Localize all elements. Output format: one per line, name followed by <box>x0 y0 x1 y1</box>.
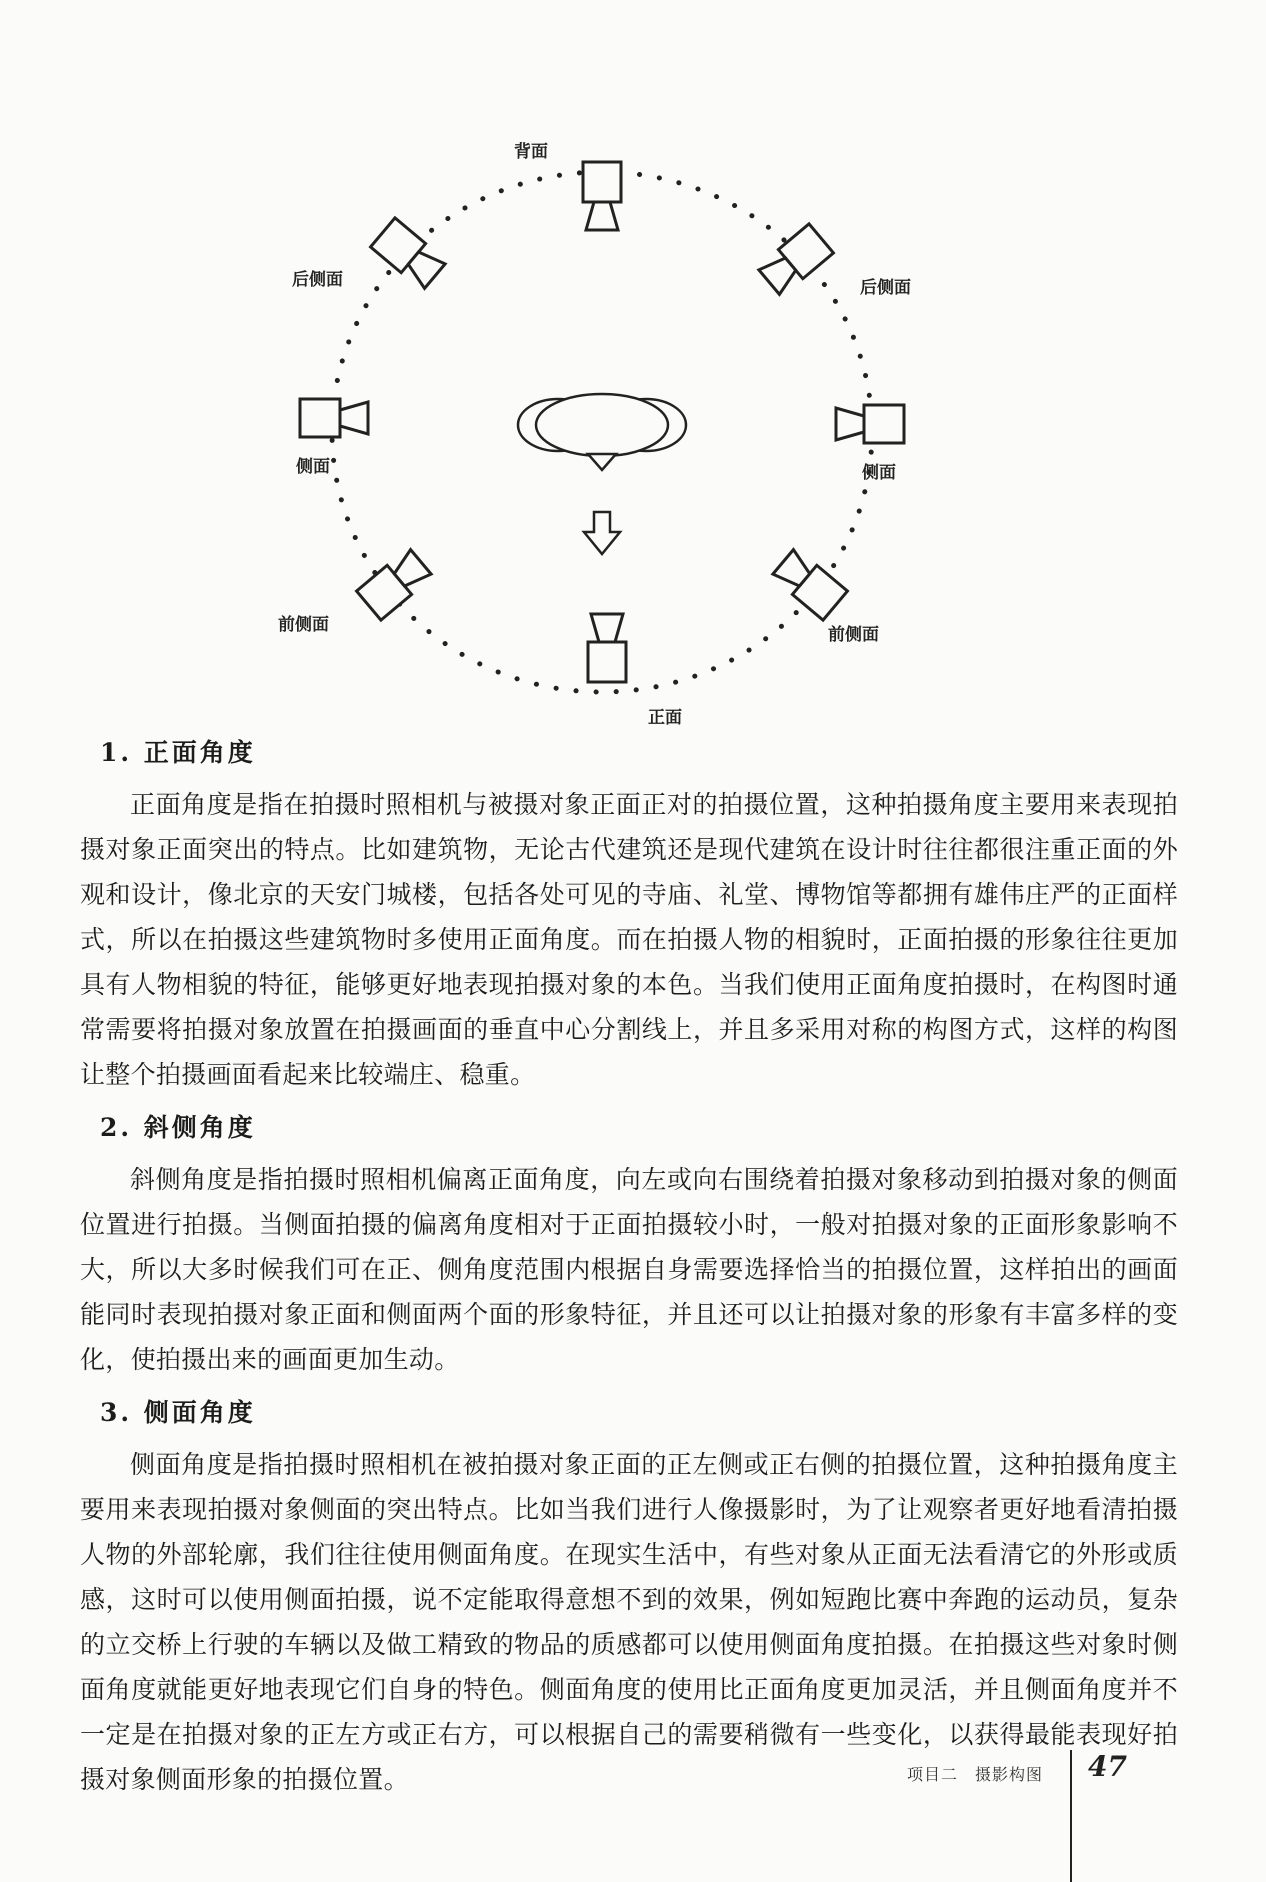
section-1-paragraph: 正面角度是指在拍摄时照相机与被摄对象正面正对的拍摄位置，这种拍摄角度主要用来表现拍摄对象正面突出的特点。比如建筑物，无论古代建筑还是现代建筑在设计时往往都很注重正面的外观和设计，像北京的天安门城楼，包括各处可见的寺庙、礼堂、博物馆等都拥有雄伟庄严的正面样式，所以在拍摄这些建筑物时多使用正面角度。而在拍摄人物的相貌时，正面拍摄的形象往往更加具有人物相貌的特征，能够更好地表现拍摄对象的本色。当我们使用正面角度拍摄时，在构图时通常需要将拍摄对象放置在拍摄画面的垂直中心分割线上，并且多采用对称的构图方式，这样的构图让整个拍摄画面看起来比较端庄、稳重。 <box>80 790 1178 1089</box>
label-front: 正面 <box>648 708 682 728</box>
camera-back <box>583 162 621 230</box>
label-front-side-right: 前侧面 <box>828 625 879 645</box>
camera-angle-diagram <box>0 0 1266 720</box>
label-back-side-left: 后侧面 <box>292 270 343 290</box>
camera-front <box>588 614 626 682</box>
camera-side-right <box>836 405 904 443</box>
section-1-heading: 1. 正面角度 <box>100 738 256 767</box>
camera-back-side-left <box>371 218 448 291</box>
camera-back-side-right <box>757 224 834 297</box>
footer-divider <box>1070 1750 1072 1882</box>
label-back: 背面 <box>514 142 548 162</box>
body-text <box>80 728 1178 1808</box>
camera-front-side-left <box>357 547 434 620</box>
label-side-right: 侧面 <box>862 463 896 483</box>
section-3-heading: 3. 侧面角度 <box>100 1398 256 1427</box>
label-side-left: 侧面 <box>296 457 330 477</box>
footer-section-title: 项目二 摄影构图 <box>907 1765 1044 1784</box>
label-front-side-left: 前侧面 <box>278 615 329 635</box>
subject-head <box>518 394 686 470</box>
page-number: 47 <box>1088 1750 1127 1783</box>
camera-side-left <box>300 399 368 437</box>
section-2-paragraph: 斜侧角度是指拍摄时照相机偏离正面角度，向左或向右围绕着拍摄对象移动到拍摄对象的侧面位置进行拍摄。当侧面拍摄的偏离角度相对于正面拍摄较小时，一般对拍摄对象的正面形象影响不大，所以大多时候我们可在正、侧角度范围内根据自身需要选择恰当的拍摄位置，这样拍出的画面能同时表现拍摄对象正面和侧面两个面的形象特征，并且还可以让拍摄对象的形象有丰富多样的变化，使拍摄出来的画面更加生动。 <box>80 1165 1178 1374</box>
section-2-heading: 2. 斜侧角度 <box>100 1113 256 1142</box>
camera-front-side-right <box>771 547 848 620</box>
section-3-paragraph: 侧面角度是指拍摄时照相机在被拍摄对象正面的正左侧或正右侧的拍摄位置，这种拍摄角度主要用来表现拍摄对象侧面的突出特点。比如当我们进行人像摄影时，为了让观察者更好地看清拍摄人物的外部轮廓，我们往往使用侧面角度。在现实生活中，有些对象从正面无法看清它的外形或质感，这时可以使用侧面拍摄，说不定能取得意想不到的效果，例如短跑比赛中奔跑的运动员，复杂的立交桥上行驶的车辆以及做工精致的物品的质感都可以使用侧面角度拍摄。在拍摄这些对象时侧面角度就能更好地表现它们自身的特色。侧面角度的使用比正面角度更加灵活，并且侧面角度并不一定是在拍摄对象的正左方或正右方，可以根据自己的需要稍微有一些变化，以获得最能表现好拍摄对象侧面形象的拍摄位置。 <box>80 1450 1178 1794</box>
direction-arrow <box>584 512 620 554</box>
label-back-side-right: 后侧面 <box>860 278 911 298</box>
